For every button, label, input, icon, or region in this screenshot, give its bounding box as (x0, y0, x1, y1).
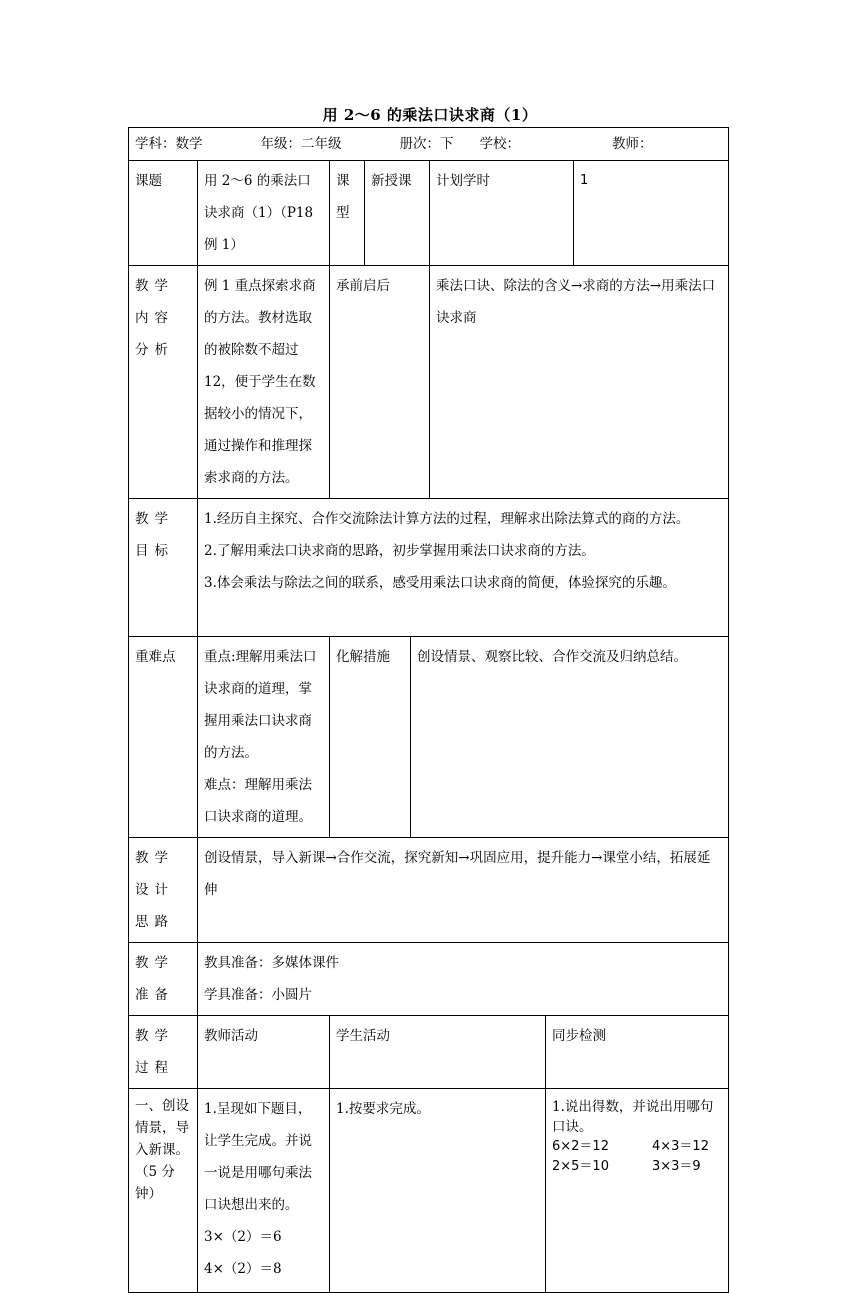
goals-row (129, 499, 729, 637)
type-label: 课型 (330, 161, 365, 266)
stage1-label: 一、创设情景，导入新课。（5 分钟） (129, 1089, 198, 1293)
content-analysis-row (129, 266, 729, 499)
topic-value: 用 2～6 的乘法口诀求商（1）（P18 例 1） (198, 161, 330, 266)
measures-label: 化解措施 (330, 637, 411, 838)
subject-field: 学科：数学 (135, 136, 203, 152)
col-teacher-activity: 教师活动 (198, 1016, 330, 1089)
lesson-plan-table (128, 127, 729, 1293)
teacher-tools: 教具准备：多媒体课件 (204, 955, 339, 971)
col-sync-check: 同步检测 (546, 1016, 729, 1089)
key-point-text: 重点:理解用乘法口诀求商的道理，掌握用乘法口诀求商的方法。 (204, 649, 317, 761)
header-cell (129, 128, 729, 161)
link-text: 乘法口诀、除法的含义→求商的方法→用乘法口诀求商 (430, 266, 729, 499)
goals-cell (198, 499, 729, 637)
preparation-label: 教学准备 (129, 943, 198, 1016)
goal-item: 2.了解用乘法口诀求商的思路，初步掌握用乘法口诀求商的方法。 (204, 543, 595, 559)
stage1-student-text: 1.按要求完成。 (330, 1089, 546, 1293)
teacher-field: 教师： (612, 136, 653, 152)
col-student-activity: 学生活动 (330, 1016, 546, 1089)
stage1-check-cell (546, 1089, 729, 1293)
volume-field: 册次：下 (399, 136, 454, 152)
process-label: 教学过程 (129, 1016, 198, 1089)
stage1-check-intro: 1.说出得数，并说出用哪句口诀。 (552, 1099, 714, 1135)
document-title: 用 2～6 的乘法口诀求商（1） (322, 106, 538, 124)
check-equation: 6×2＝12 (552, 1139, 609, 1154)
stage1-teacher-eq: 4×（2）＝8 (204, 1261, 282, 1277)
link-label: 承前启后 (330, 266, 430, 499)
key-points-label: 重难点 (129, 637, 198, 838)
stage1-row (129, 1089, 729, 1293)
design-label: 教学设计思路 (129, 838, 198, 943)
goal-item: 1.经历自主探究、合作交流除法计算方法的过程，理解求出除法算式的商的方法。 (204, 511, 690, 527)
header-row (129, 128, 729, 161)
check-equation: 3×3＝9 (652, 1159, 701, 1174)
check-equation: 4×3＝12 (652, 1139, 709, 1154)
key-points-row (129, 637, 729, 838)
design-row (129, 838, 729, 943)
grade-field: 年级：二年级 (260, 136, 342, 152)
hours-label: 计划学时 (430, 161, 574, 266)
topic-label: 课题 (129, 161, 198, 266)
content-analysis-text: 例 1 重点探索求商的方法。教材选取的被除数不超过 12，便于学生在数据较小的情况下，通过操作和推理探索求商的方法。 (198, 266, 330, 499)
stage1-teacher-eq: 3×（2）＝6 (204, 1229, 282, 1245)
content-analysis-label: 教学内容分析 (129, 266, 198, 499)
goals-label: 教学目标 (129, 499, 198, 637)
topic-row (129, 161, 729, 266)
design-text: 创设情景，导入新课→合作交流，探究新知→巩固应用，提升能力→课堂小结，拓展延伸 (198, 838, 729, 943)
school-field: 学校： (479, 136, 520, 152)
key-points-cell (198, 637, 330, 838)
goal-item: 3.体会乘法与除法之间的联系，感受用乘法口诀求商的简便，体验探究的乐趣。 (204, 575, 676, 591)
type-value: 新授课 (365, 161, 430, 266)
student-tools: 学具准备：小圆片 (204, 987, 312, 1003)
preparation-cell (198, 943, 729, 1016)
check-equation: 2×5＝10 (552, 1159, 609, 1174)
stage1-teacher-cell (198, 1089, 330, 1293)
stage1-teacher-text: 1.呈现如下题目，让学生完成。并说一说是用哪句乘法口诀想出来的。 (204, 1101, 312, 1213)
difficulty-text: 难点：理解用乘法口诀求商的道理。 (204, 777, 312, 825)
hours-value: 1 (574, 161, 729, 266)
process-header-row (129, 1016, 729, 1089)
preparation-row (129, 943, 729, 1016)
measures-text: 创设情景、观察比较、合作交流及归纳总结。 (411, 637, 729, 838)
stage1-check-equations (552, 1137, 722, 1177)
